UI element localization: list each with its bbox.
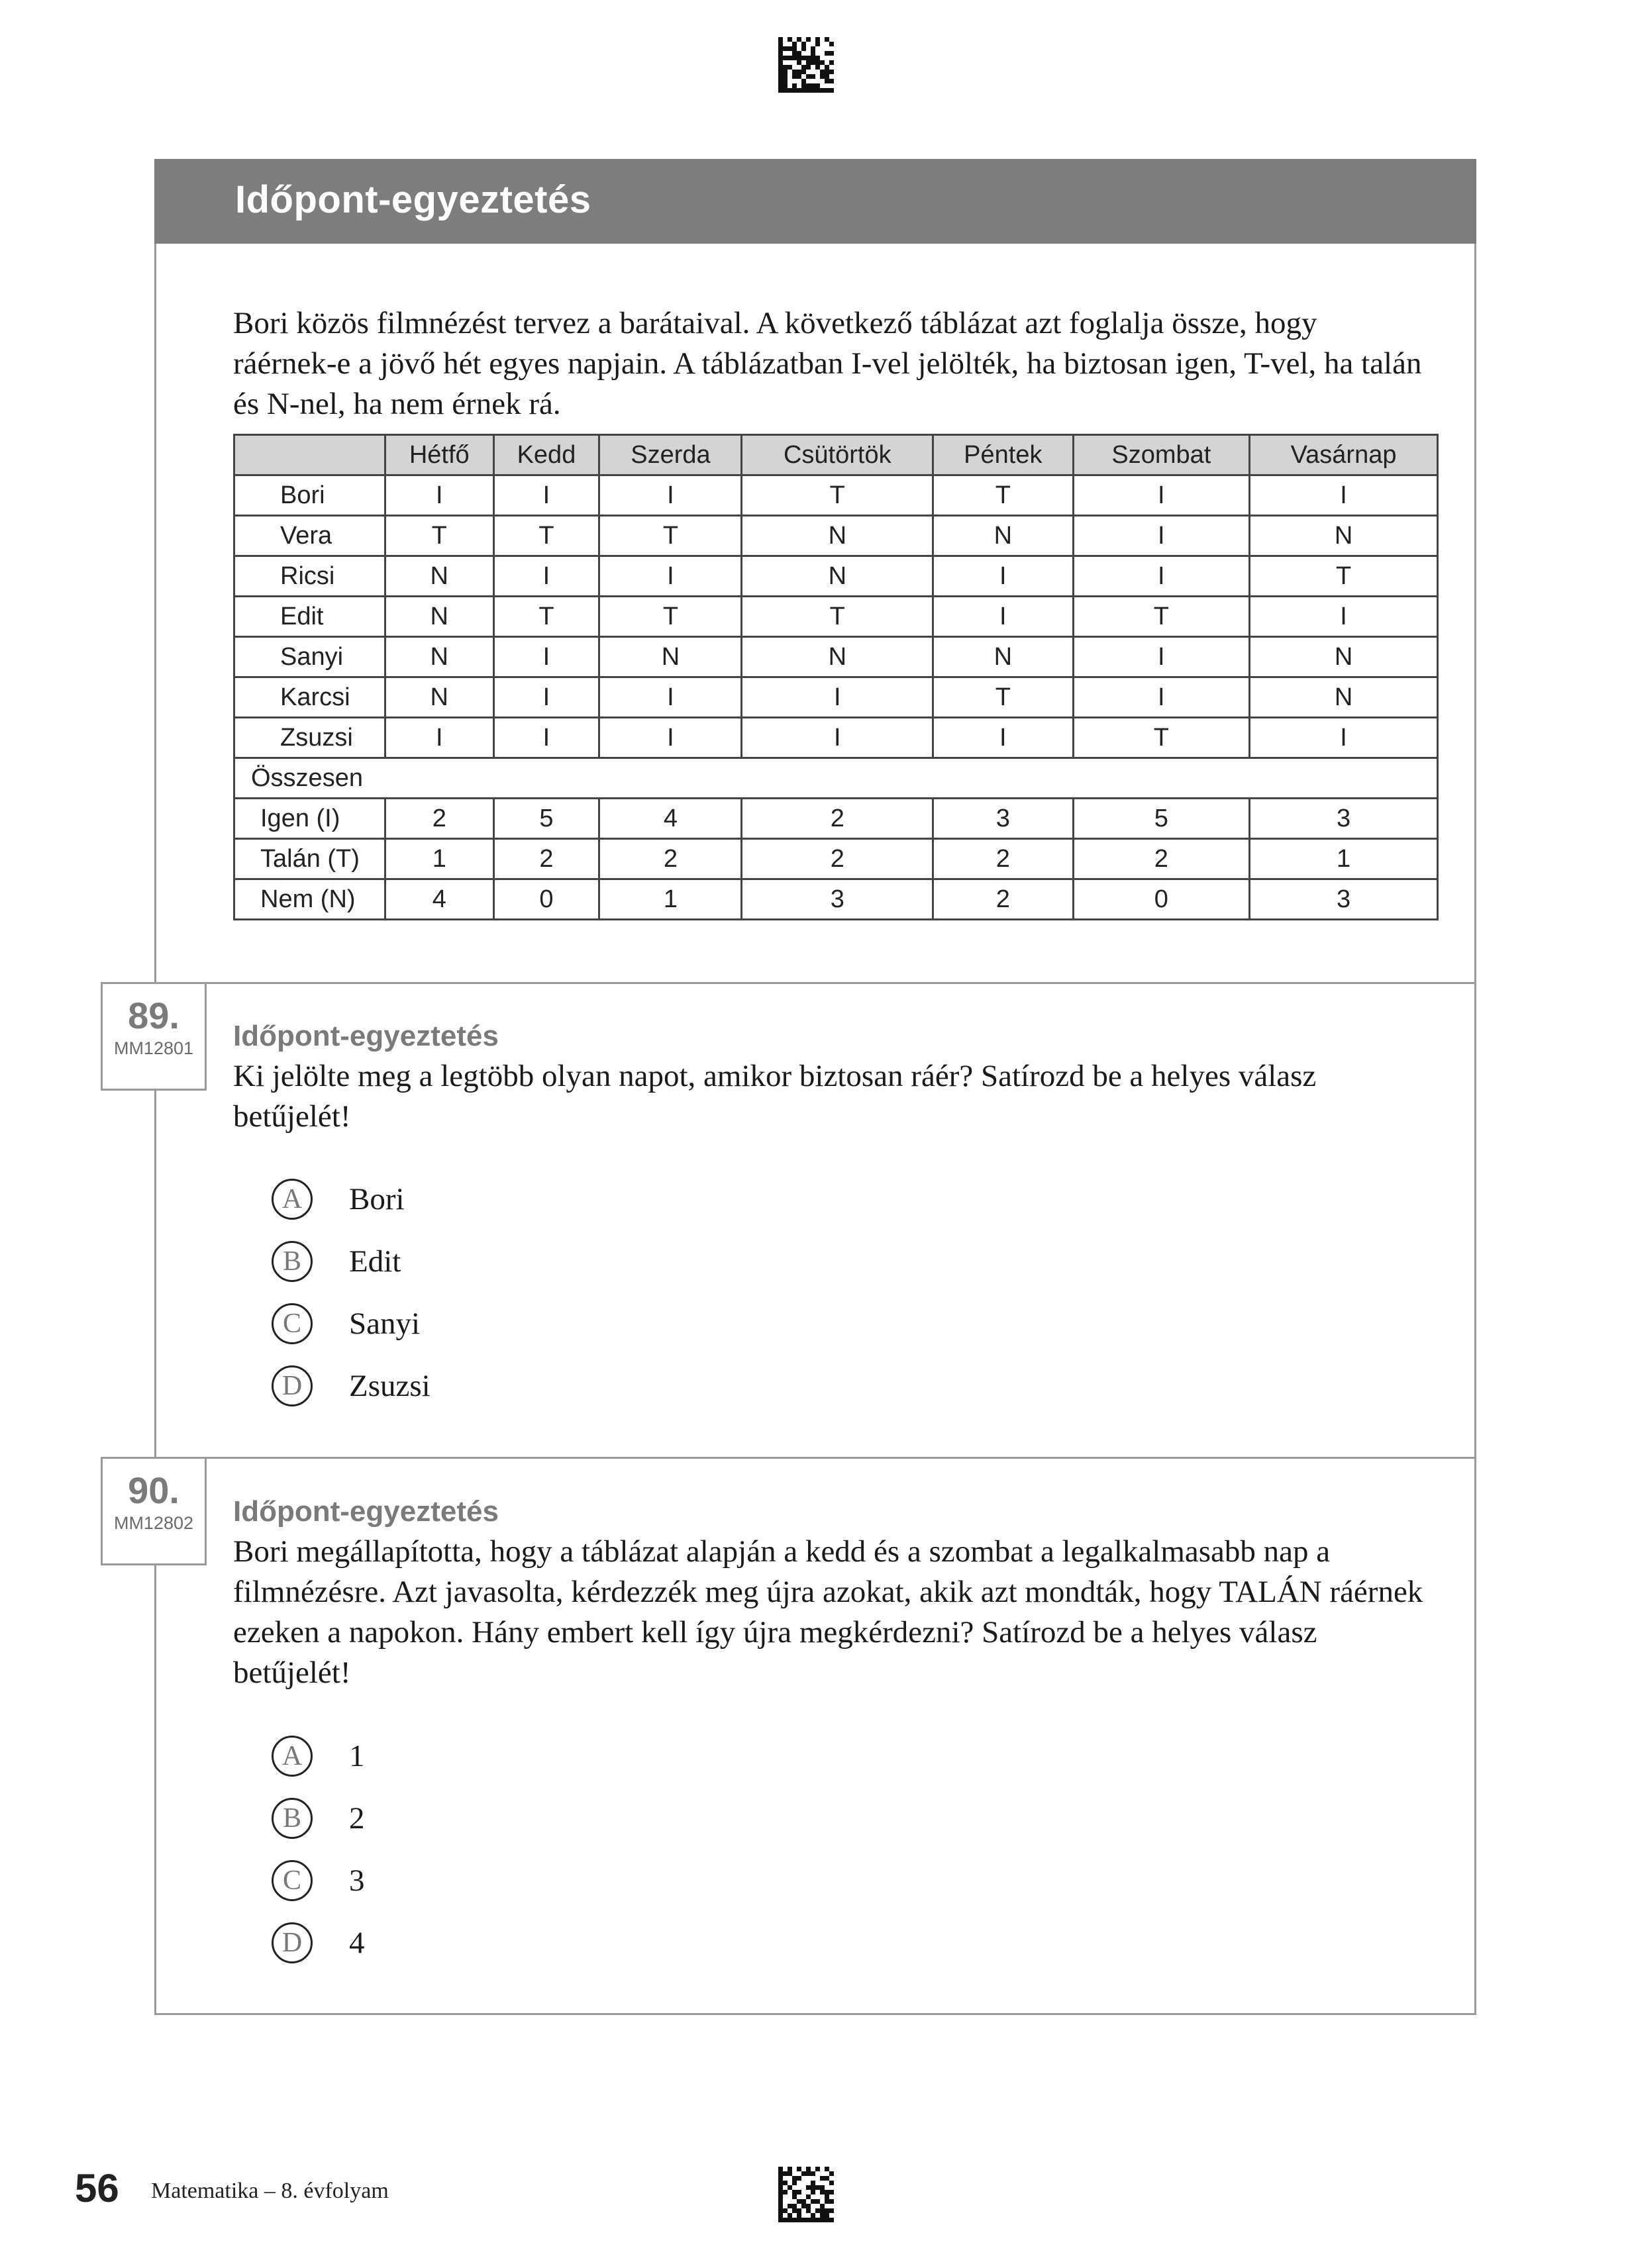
person-row-label: Karcsi — [234, 677, 385, 718]
day-header: Szombat — [1073, 435, 1250, 475]
table-cell: N — [933, 637, 1073, 677]
table-cell: T — [599, 516, 742, 556]
table-cell: N — [933, 516, 1073, 556]
summary-row-label: Igen (I) — [234, 799, 385, 839]
question-number: 89. — [128, 995, 179, 1036]
summary-row — [234, 839, 1438, 879]
table-cell: T — [933, 677, 1073, 718]
table-cell: I — [742, 718, 933, 758]
table-cell: N — [1250, 677, 1438, 718]
table-cell: 1 — [1250, 839, 1438, 879]
table-cell: N — [385, 677, 494, 718]
question-code: MM12802 — [113, 1513, 194, 1533]
day-header: Kedd — [493, 435, 599, 475]
table-cell: 2 — [385, 799, 494, 839]
table-cell: 2 — [933, 879, 1073, 920]
answer-option[interactable] — [272, 1733, 365, 1779]
person-row-label: Vera — [234, 516, 385, 556]
table-cell: I — [599, 556, 742, 597]
question-number: 90. — [128, 1469, 179, 1511]
table-cell: 3 — [742, 879, 933, 920]
question-number-box — [101, 1457, 207, 1565]
table-cell: T — [1073, 718, 1250, 758]
table-cell: I — [599, 475, 742, 516]
section-divider — [154, 982, 1476, 984]
person-row — [234, 718, 1438, 758]
table-cell: T — [742, 597, 933, 637]
table-cell: T — [599, 597, 742, 637]
answer-bubble[interactable]: D — [272, 1365, 313, 1406]
table-cell: N — [1250, 637, 1438, 677]
intro-text: Bori közös filmnézést tervez a barátaival. A következő táblázat azt foglalja össze, hogy ráérnek-e a jövő hét egyes napjain. A táblázatban I-vel jelölték, ha biztosan igen, T-vel, ha talán és N-nel, ha nem érnek rá. — [233, 306, 1422, 421]
table-cell: T — [742, 475, 933, 516]
summary-row — [234, 879, 1438, 920]
person-row — [234, 516, 1438, 556]
table-cell: 2 — [599, 839, 742, 879]
summary-row — [234, 799, 1438, 839]
question-text: Ki jelölte meg a legtöbb olyan napot, amikor biztosan ráér? Satírozd be a helyes válasz betűjelét! — [233, 1059, 1317, 1134]
page-title: Időpont-egyeztetés — [235, 178, 591, 221]
table-cell: T — [1250, 556, 1438, 597]
answer-label: 1 — [349, 1739, 365, 1773]
footer-text: Matematika – 8. évfolyam — [151, 2179, 389, 2203]
table-cell: N — [385, 556, 494, 597]
day-header: Szerda — [599, 435, 742, 475]
table-cell: 1 — [385, 839, 494, 879]
answer-bubble[interactable]: B — [272, 1798, 313, 1839]
answer-bubble[interactable]: B — [272, 1241, 313, 1282]
person-row-label: Sanyi — [234, 637, 385, 677]
answer-option[interactable] — [272, 1238, 401, 1285]
person-row — [234, 637, 1438, 677]
person-row — [234, 556, 1438, 597]
table-section-row — [234, 758, 1438, 799]
answer-label: Edit — [349, 1244, 401, 1279]
table-cell: I — [493, 718, 599, 758]
table-cell: I — [1073, 637, 1250, 677]
table-cell: 2 — [742, 839, 933, 879]
question-text: Bori megállapította, hogy a táblázat alapján a kedd és a szombat a legalkalmasabb nap a filmnézésre. Azt javasolta, kérdezzék meg újra azokat, akik azt mondták, hogy TALÁN ráérnek ezeken a napokon. Hány embert kell így újra megkérdezni? Satírozd be a helyes válasz betűjelét! — [233, 1534, 1423, 1690]
table-cell: I — [1073, 677, 1250, 718]
table-cell: N — [385, 597, 494, 637]
question-title: Időpont-egyeztetés — [233, 1020, 499, 1052]
table-cell: 1 — [599, 879, 742, 920]
answer-option[interactable] — [272, 1301, 420, 1347]
table-cell: 4 — [599, 799, 742, 839]
table-cell: I — [1250, 597, 1438, 637]
table-cell: I — [742, 677, 933, 718]
table-cell: I — [493, 677, 599, 718]
table-cell: 2 — [742, 799, 933, 839]
table-cell: 0 — [1073, 879, 1250, 920]
answer-label: 4 — [349, 1926, 365, 1960]
table-cell: 0 — [493, 879, 599, 920]
table-cell: I — [1250, 475, 1438, 516]
table-cell: I — [493, 637, 599, 677]
answer-bubble[interactable]: C — [272, 1303, 313, 1344]
table-cell: N — [742, 516, 933, 556]
table-cell: 2 — [493, 839, 599, 879]
question-code: MM12801 — [113, 1038, 194, 1058]
table-cell: T — [933, 475, 1073, 516]
answer-bubble[interactable]: A — [272, 1179, 313, 1220]
answer-bubble[interactable]: C — [272, 1860, 313, 1901]
table-cell: 2 — [1073, 839, 1250, 879]
table-cell: I — [933, 718, 1073, 758]
question-number-box — [101, 982, 207, 1091]
day-header: Csütörtök — [742, 435, 933, 475]
data-matrix-code-bottom — [778, 2167, 834, 2222]
table-cell: I — [493, 556, 599, 597]
answer-bubble[interactable]: D — [272, 1922, 313, 1963]
question-title: Időpont-egyeztetés — [233, 1495, 499, 1528]
table-header-row — [234, 435, 1438, 475]
data-matrix-code-top — [778, 37, 834, 93]
table-cell: 3 — [1250, 879, 1438, 920]
day-header: Péntek — [933, 435, 1073, 475]
person-row-label: Ricsi — [234, 556, 385, 597]
answer-label: 3 — [349, 1863, 365, 1898]
table-cell: T — [1073, 597, 1250, 637]
summary-row-label: Nem (N) — [234, 879, 385, 920]
table-cell: I — [385, 718, 494, 758]
table-cell: I — [933, 597, 1073, 637]
person-row-label: Edit — [234, 597, 385, 637]
summary-row-label: Talán (T) — [234, 839, 385, 879]
answer-label: Bori — [349, 1182, 405, 1216]
day-header: Hétfő — [385, 435, 494, 475]
table-cell: 3 — [933, 799, 1073, 839]
person-row — [234, 597, 1438, 637]
table-cell: I — [493, 475, 599, 516]
availability-table — [233, 434, 1439, 920]
table-cell: I — [933, 556, 1073, 597]
table-cell: N — [742, 556, 933, 597]
answer-label: Sanyi — [349, 1307, 421, 1341]
table-cell: I — [385, 475, 494, 516]
table-cell: T — [385, 516, 494, 556]
table-cell: N — [742, 637, 933, 677]
answer-bubble[interactable]: A — [272, 1736, 313, 1777]
summary-section-label: Összesen — [234, 758, 1438, 799]
table-cell: N — [599, 637, 742, 677]
table-cell: T — [493, 516, 599, 556]
person-row — [234, 475, 1438, 516]
page-number: 56 — [75, 2166, 119, 2210]
table-cell: I — [1073, 556, 1250, 597]
table-cell: I — [1073, 516, 1250, 556]
answer-option[interactable] — [272, 1363, 431, 1409]
day-header: Vasárnap — [1250, 435, 1438, 475]
table-cell: N — [385, 637, 494, 677]
answer-option[interactable] — [272, 1857, 365, 1904]
table-cell: I — [1250, 718, 1438, 758]
table-cell: I — [599, 718, 742, 758]
table-cell: 4 — [385, 879, 494, 920]
table-cell: I — [1073, 475, 1250, 516]
answer-label: 2 — [349, 1801, 365, 1836]
answer-option[interactable] — [272, 1176, 405, 1222]
table-cell: I — [599, 677, 742, 718]
answer-label: Zsuzsi — [349, 1369, 431, 1403]
table-cell: 5 — [493, 799, 599, 839]
table-cell: 5 — [1073, 799, 1250, 839]
table-cell: T — [493, 597, 599, 637]
table-cell: N — [1250, 516, 1438, 556]
person-row — [234, 677, 1438, 718]
person-row-label: Zsuzsi — [234, 718, 385, 758]
section-divider — [154, 1457, 1476, 1459]
table-corner-cell — [234, 435, 385, 475]
table-cell: 3 — [1250, 799, 1438, 839]
person-row-label: Bori — [234, 475, 385, 516]
table-cell: 2 — [933, 839, 1073, 879]
answer-option[interactable] — [272, 1920, 365, 1966]
answer-option[interactable] — [272, 1795, 365, 1842]
